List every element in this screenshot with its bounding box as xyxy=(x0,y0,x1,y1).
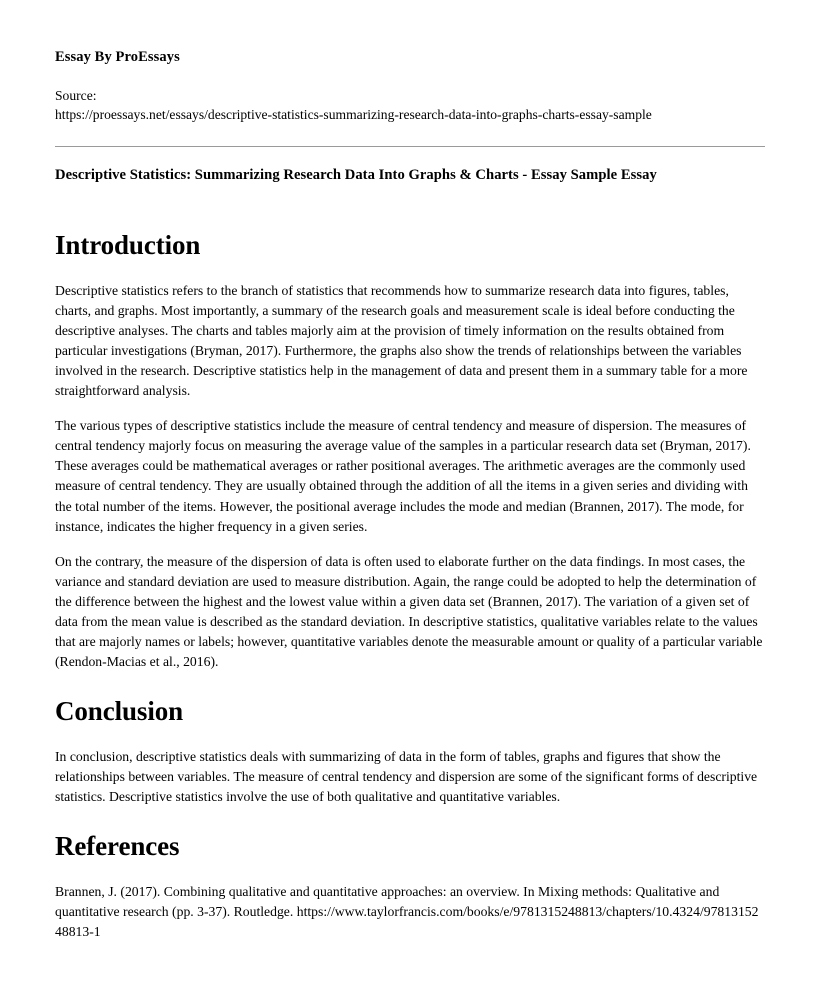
source-block xyxy=(55,86,765,125)
page-title: Descriptive Statistics: Summarizing Research Data Into Graphs & Charts - Essay Sample Essay xyxy=(55,167,657,184)
reference-url[interactable]: https://www.taylorfrancis.com/books/e/9781315248813/chapters/10.4324/9781315248813-1 xyxy=(55,904,759,940)
document-header xyxy=(55,48,765,186)
reference-entry xyxy=(55,882,765,942)
source-url[interactable]: https://proessays.net/essays/descriptive-statistics-summarizing-research-data-into-graphs-charts-essay-sample xyxy=(55,106,652,122)
heading-references: References xyxy=(55,831,180,862)
intro-paragraph-3: On the contrary, the measure of the dispersion of data is often used to elaborate further on the data findings. In most cases, the variance and standard deviation are used to measure distribution. Again, the range could be adopted to help the determination of the difference between the highest and the lowest value within a given data set (Brannen, 2017). The variation of a given set of data from the mean value is described as the standard deviation. In descriptive statistics, qualitative variables relate to the values that are majorly names or labels; however, quantitative variables denote the measurable amount or quality of a particular variable (Rendon-Macias et al., 2016). xyxy=(55,553,763,669)
conclusion-paragraph-1: In conclusion, descriptive statistics deals with summarizing of data in the form of tables, graphs and figures that show the relationships between variables. The measure of central tendency and dispersion are some of the significant forms of descriptive statistics. Descriptive statistics involve the use of both qualitative and quantitative variables. xyxy=(55,749,758,805)
intro-paragraph-2: The various types of descriptive statistics include the measure of central tendency and measure of dispersion. The measures of central tendency majorly focus on measuring the average value of the samples in a particular research data set (Bryman, 2017). These averages could be mathematical averages or rather positional averages. The arithmetic averages are the commonly used measure of central tendency. They are usually obtained through the addition of all the items in a given series and dividing with the total number of the items. However, the positional average includes the mode and median (Brannen, 2017). The mode, for instance, indicates the higher frequency in a given series. xyxy=(55,418,751,534)
header-divider xyxy=(55,146,765,147)
section-introduction xyxy=(55,230,765,672)
document-body xyxy=(55,230,765,943)
document-content xyxy=(55,48,765,943)
reference-citation: Brannen, J. (2017). Combining qualitative and quantitative approaches: an overview. In Mixing methods: Qualitative and quantitative research (pp. 3-37). Routledge. xyxy=(55,884,720,920)
source-label: Source: xyxy=(55,87,97,103)
intro-paragraph-1: Descriptive statistics refers to the branch of statistics that recommends how to summarize research data into figures, tables, charts, and graphs. Most importantly, a summary of the research goals and measurement scale is ideal before conducting the descriptive analyses. The charts and tables majorly aim at the provision of timely information on the results obtained from particular investigations (Bryman, 2017). Furthermore, the graphs also show the trends of relationships between the variables involved in the research. Descriptive statistics help in the management of data and present them in a summary table for a more straightforward analysis. xyxy=(55,282,748,399)
heading-conclusion: Conclusion xyxy=(55,696,184,727)
section-references xyxy=(55,831,765,942)
section-conclusion xyxy=(55,696,765,807)
heading-introduction: Introduction xyxy=(55,229,201,260)
byline: Essay By ProEssays xyxy=(55,49,180,65)
